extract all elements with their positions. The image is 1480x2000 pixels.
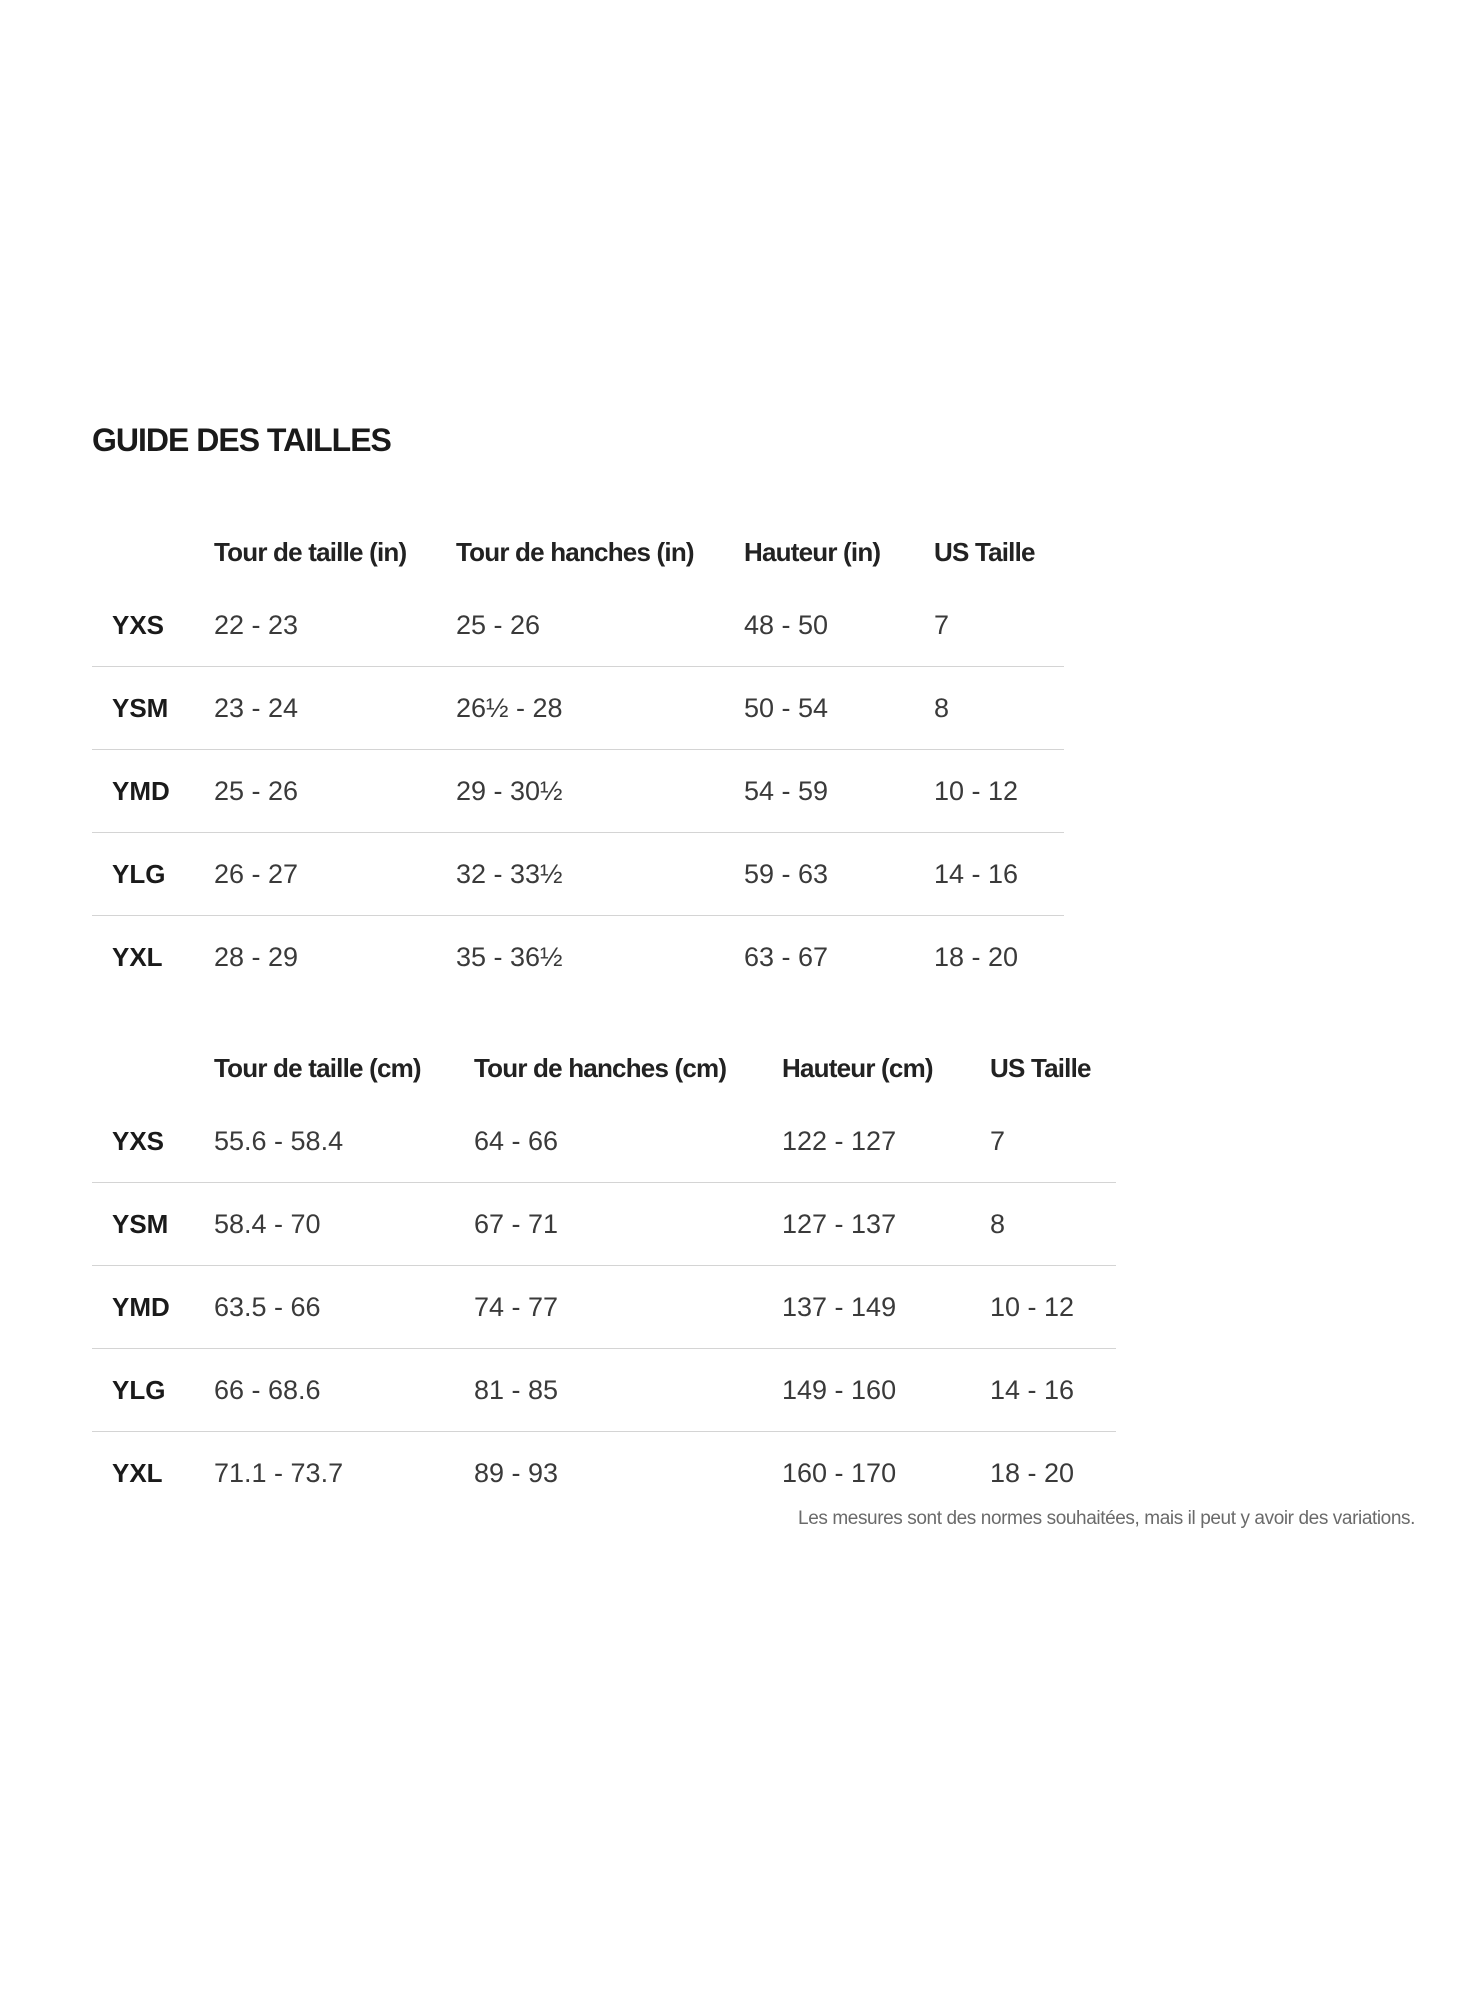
height-value: 48 - 50	[744, 609, 829, 640]
column-header-hips: Tour de hanches (cm)	[474, 1052, 727, 1083]
table-row	[92, 833, 1064, 916]
size-label: YXS	[112, 609, 165, 640]
waist-value: 26 - 27	[214, 858, 299, 889]
hips-value: 64 - 66	[474, 1125, 559, 1156]
table-row	[92, 1349, 1116, 1432]
table-row	[92, 584, 1064, 667]
height-value: 50 - 54	[744, 692, 829, 723]
table-row	[92, 1266, 1116, 1349]
column-header-waist: Tour de taille (cm)	[214, 1052, 421, 1083]
table-row	[92, 1183, 1116, 1266]
table-row	[92, 750, 1064, 833]
us-size-value: 18 - 20	[934, 941, 1019, 972]
height-value: 59 - 63	[744, 858, 829, 889]
waist-value: 28 - 29	[214, 941, 299, 972]
waist-value: 22 - 23	[214, 609, 299, 640]
column-header-height: Hauteur (in)	[744, 536, 881, 567]
waist-value: 63.5 - 66	[214, 1291, 321, 1322]
size-label: YMD	[112, 1291, 170, 1322]
waist-value: 66 - 68.6	[214, 1374, 321, 1405]
us-size-value: 8	[990, 1208, 1006, 1239]
table-row	[92, 1432, 1116, 1515]
size-label: YSM	[112, 1208, 169, 1239]
hips-value: 25 - 26	[456, 609, 541, 640]
us-size-value: 18 - 20	[990, 1457, 1075, 1488]
size-label: YXL	[112, 1457, 163, 1488]
column-header-us-size: US Taille	[990, 1052, 1091, 1083]
us-size-value: 14 - 16	[990, 1374, 1075, 1405]
size-label: YMD	[112, 775, 170, 806]
hips-value: 81 - 85	[474, 1374, 559, 1405]
hips-value: 32 - 33½	[456, 858, 563, 889]
size-label: YLG	[112, 858, 166, 889]
table-header-row	[92, 1036, 1116, 1100]
us-size-value: 8	[934, 692, 950, 723]
hips-value: 67 - 71	[474, 1208, 559, 1239]
height-value: 127 - 137	[782, 1208, 897, 1239]
size-label: YXL	[112, 941, 163, 972]
table-row	[92, 1100, 1116, 1183]
waist-value: 23 - 24	[214, 692, 299, 723]
us-size-value: 10 - 12	[990, 1291, 1075, 1322]
column-header-waist: Tour de taille (in)	[214, 536, 407, 567]
measurement-disclaimer: Les mesures sont des normes souhaitées, mais il peut y avoir des variations.	[798, 1508, 1415, 1529]
column-header	[92, 520, 214, 584]
hips-value: 35 - 36½	[456, 941, 563, 972]
waist-value: 55.6 - 58.4	[214, 1125, 344, 1156]
us-size-value: 7	[934, 609, 950, 640]
size-table-inches	[92, 520, 1064, 998]
height-value: 54 - 59	[744, 775, 829, 806]
us-size-value: 10 - 12	[934, 775, 1019, 806]
waist-value: 58.4 - 70	[214, 1208, 321, 1239]
height-value: 137 - 149	[782, 1291, 897, 1322]
hips-value: 89 - 93	[474, 1457, 559, 1488]
size-table-centimeters	[92, 1036, 1116, 1514]
us-size-value: 7	[990, 1125, 1006, 1156]
height-value: 63 - 67	[744, 941, 829, 972]
column-header-hips: Tour de hanches (in)	[456, 536, 694, 567]
column-header-us-size: US Taille	[934, 536, 1035, 567]
waist-value: 71.1 - 73.7	[214, 1457, 344, 1488]
size-label: YLG	[112, 1374, 166, 1405]
us-size-value: 14 - 16	[934, 858, 1019, 889]
size-label: YSM	[112, 692, 169, 723]
hips-value: 74 - 77	[474, 1291, 559, 1322]
table-row	[92, 916, 1064, 999]
column-header	[92, 1036, 214, 1100]
column-header-height: Hauteur (cm)	[782, 1052, 933, 1083]
height-value: 160 - 170	[782, 1457, 897, 1488]
hips-value: 26½ - 28	[456, 692, 563, 723]
height-value: 122 - 127	[782, 1125, 897, 1156]
hips-value: 29 - 30½	[456, 775, 563, 806]
height-value: 149 - 160	[782, 1374, 897, 1405]
waist-value: 25 - 26	[214, 775, 299, 806]
size-label: YXS	[112, 1125, 165, 1156]
table-header-row	[92, 520, 1064, 584]
table-row	[92, 667, 1064, 750]
page-title: GUIDE DES TAILLES	[92, 422, 391, 458]
